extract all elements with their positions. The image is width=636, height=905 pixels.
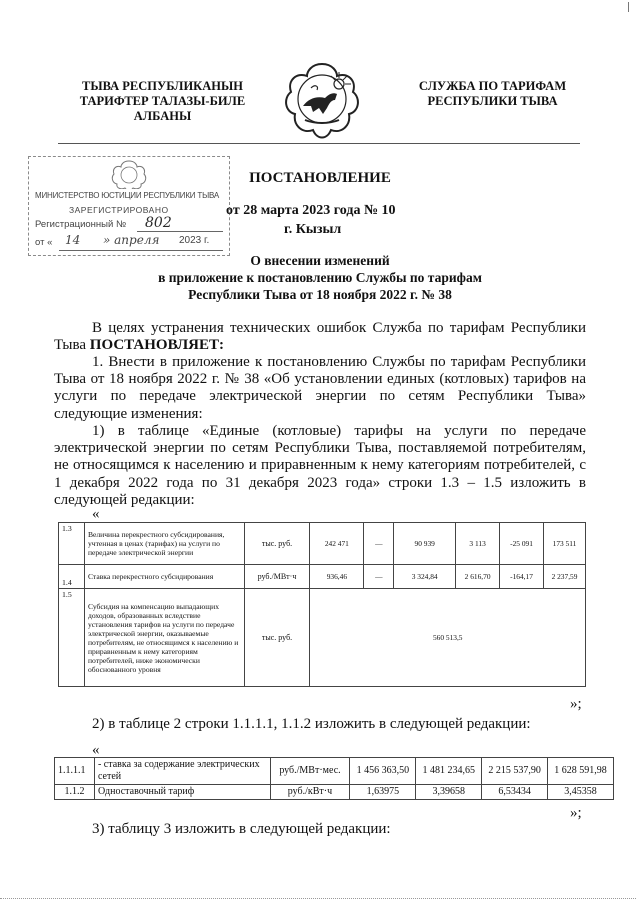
table-row [59, 565, 586, 589]
row-value: 1 456 363,50 [350, 758, 416, 785]
document-date: от 28 марта 2023 года № 10 [226, 203, 396, 218]
row-unit: руб./МВт·ч [244, 565, 310, 589]
issuer-russian-line: СЛУЖБА ПО ТАРИФАМ [418, 79, 567, 93]
subitem-1-paragraph: 1) в таблице «Единые (котловые) тарифы на услуги по передаче электрической энергии по сетям Республики Тыва, поставляемой потребителям, не относящимся к населению и приравненным к нему категориям потребителей, с 1 декабря 2022 года по 31 декабря 2023 года» строки 1.3 – 1.5 изложить в следующей редакции: [54, 423, 586, 508]
resolution-word: ПОСТАНОВЛЯЕТ: [89, 337, 225, 354]
row-code: 1.4 [59, 565, 85, 589]
row-unit: тыс. руб. [244, 523, 310, 565]
scan-corner-mark [628, 2, 629, 12]
row-value: -25 091 [500, 523, 544, 565]
stamp-registered: ЗАРЕГИСТРИРОВАНО [69, 205, 169, 215]
row-value: 3,45358 [548, 785, 614, 800]
title-line: О внесении изменений [250, 253, 390, 268]
quote-close: »; [570, 805, 582, 821]
title-line: Республики Тыва от 18 ноября 2022 г. № 38 [188, 287, 452, 302]
table-row [59, 589, 586, 687]
row-code: 1.1.2 [55, 785, 95, 800]
row-code: 1.5 [59, 589, 85, 687]
row-unit: руб./МВт·мес. [270, 758, 350, 785]
quote-open: « [92, 506, 100, 522]
row-value: 242 471 [310, 523, 364, 565]
row-value: 3 113 [456, 523, 500, 565]
row-unit: руб./кВт·ч [270, 785, 350, 800]
row-name: Одноставочный тариф [94, 785, 270, 800]
row-value: 1 628 591,98 [548, 758, 614, 785]
row-name: Ставка перекрестного субсидирования [84, 565, 244, 589]
row-code: 1.1.1.1 [55, 758, 95, 785]
document-type: ПОСТАНОВЛЕНИЕ [249, 170, 391, 186]
issuer-russian-line: РЕСПУБЛИКИ ТЫВА [427, 94, 558, 108]
row-value: 2 237,59 [544, 565, 586, 589]
row-value: 6,53434 [482, 785, 548, 800]
stamp-year: 2023 г. [179, 235, 210, 246]
issuer-name-tuvan [60, 79, 265, 124]
row-code: 1.3 [59, 523, 85, 565]
stamp-day: 14 [65, 233, 81, 247]
row-value: 3,39658 [416, 785, 482, 800]
row-value: 2 616,70 [456, 565, 500, 589]
row-name: Величина перекрестного субсидирования, учтенная в ценах (тарифах) на услуги по передаче электрической энергии [84, 523, 244, 565]
emblem-icon [281, 58, 363, 144]
subitem-2-paragraph: 2) в таблице 2 строки 1.1.1.1, 1.1.2 изложить в следующей редакции: [92, 716, 531, 732]
row-value: 1,63975 [350, 785, 416, 800]
item-1-paragraph: 1. Внести в приложение к постановлению Службы по тарифам Республики Тыва от 18 ноября 2022 г. № 38 «Об установлении единых (котловых) тарифов на услуги по передаче электрической энергии по сетям Республики Тыва» следующие изменения: [54, 354, 586, 422]
issuer-tuvan-line: ТАРИФТЕР ТАЛАЗЫ-БИЛЕ [79, 94, 246, 108]
table-row [55, 758, 614, 785]
registration-stamp [28, 156, 230, 256]
document-city: г. Кызыл [284, 222, 342, 237]
row-value: — [364, 523, 394, 565]
stamp-underline [59, 250, 223, 251]
preamble-paragraph [54, 320, 586, 354]
issuer-name-russian [400, 79, 585, 109]
row-unit: тыс. руб. [244, 589, 310, 687]
row-value: 90 939 [394, 523, 456, 565]
issuer-tuvan-line: АЛБАНЫ [133, 109, 192, 123]
stamp-emblem-icon [111, 159, 147, 189]
stamp-date-prefix: от « [35, 237, 53, 248]
table-row [55, 785, 614, 800]
stamp-month: » апреля [103, 233, 160, 247]
row-value: — [364, 565, 394, 589]
row-merged-value: 560 513,5 [310, 589, 586, 687]
stamp-ministry: МИНИСТЕРСТВО ЮСТИЦИИ РЕСПУБЛИКИ ТЫВА [35, 191, 219, 200]
row-value: 3 324,84 [394, 565, 456, 589]
issuer-tuvan-line: ТЫВА РЕСПУБЛИКАНЫН [81, 79, 243, 93]
row-name: - ставка за содержание электрических сетей [94, 758, 270, 785]
subitem-3-paragraph: 3) таблицу 3 изложить в следующей редакции: [92, 821, 391, 837]
quote-open: « [92, 742, 100, 758]
row-name: Субсидия на компенсацию выпадающих доходов, образованных вследствие установления тарифов на услуги по передаче электрической энергии, оказываемые потребителям, не относящимся к населению и приравненным к нему категориям потребителей, ниже экономически обоснованного уровня [84, 589, 244, 687]
row-value: 1 481 234,65 [416, 758, 482, 785]
row-value: -164,17 [500, 565, 544, 589]
row-value: 2 215 537,90 [482, 758, 548, 785]
preamble-text: В целях устранения технических ошибок Служба по тарифам Республики Тыва [54, 320, 586, 354]
row-value: 173 511 [544, 523, 586, 565]
title-line: в приложение к постановлению Службы по тарифам [158, 270, 482, 285]
table-row [59, 523, 586, 565]
stamp-reg-label: Регистрационный № [35, 219, 127, 230]
page-bottom-edge [0, 898, 636, 899]
stamp-reg-number: 802 [145, 215, 172, 231]
header-divider [58, 143, 580, 144]
quote-close: »; [570, 696, 582, 712]
tariff-table-rows-1-3-1-5 [58, 522, 586, 687]
document-title [80, 252, 560, 303]
row-value: 936,46 [310, 565, 364, 589]
tariff-table-2-rows [54, 757, 614, 800]
stamp-underline [137, 231, 223, 232]
